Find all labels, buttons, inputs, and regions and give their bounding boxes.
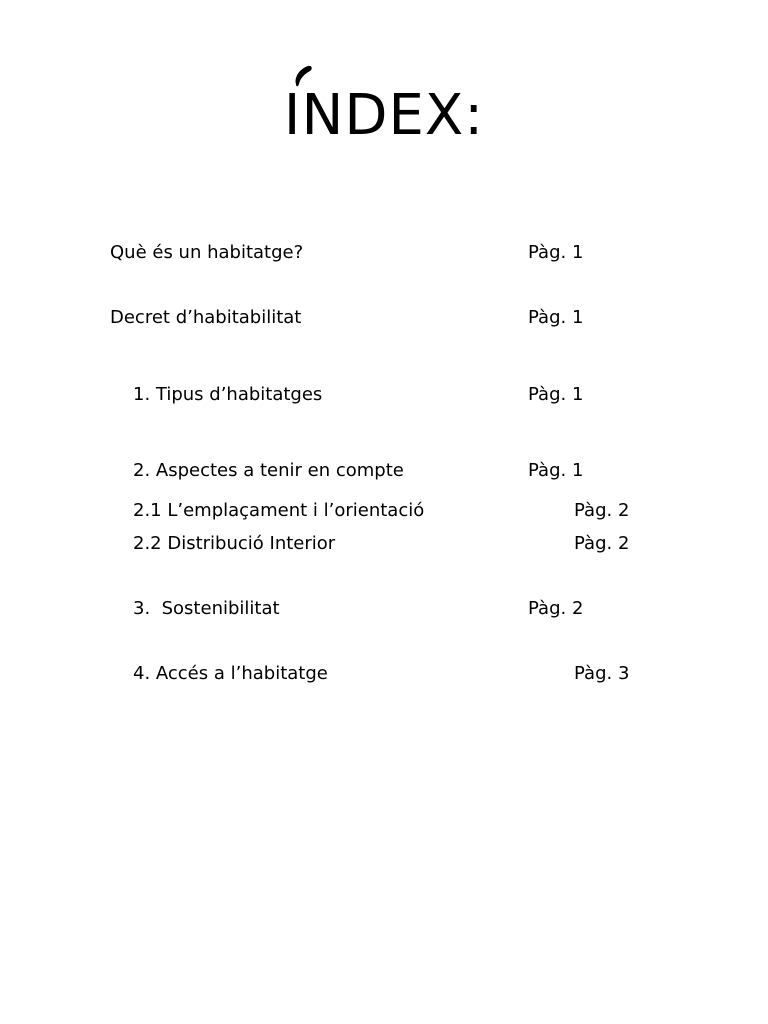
toc-entry-page: Pàg. 3 [574, 663, 630, 684]
toc-entry-page: Pàg. 1 [528, 384, 584, 405]
toc-entry-page: Pàg. 2 [574, 500, 630, 521]
toc-entry-label: 2.1 L’emplaçament i l’orientació [133, 500, 425, 521]
toc-entry-page: Pàg. 2 [528, 598, 584, 619]
toc-entry-label: 3. Sostenibilitat [133, 598, 280, 619]
page-title: INDEX: [283, 83, 485, 148]
toc-entry-page: Pàg. 1 [528, 307, 584, 328]
toc-entry-page: Pàg. 1 [528, 242, 584, 263]
toc-entry-label: 4. Accés a l’habitatge [133, 663, 328, 684]
toc-entry-label: Decret d’habitabilitat [110, 307, 302, 328]
toc-entry-label: 1. Tipus d’habitatges [133, 384, 323, 405]
toc-entry-page: Pàg. 2 [574, 533, 630, 554]
toc-entry-page: Pàg. 1 [528, 460, 584, 481]
title-block [0, 60, 768, 160]
toc-entry-label: 2.2 Distribució Interior [133, 533, 336, 554]
toc-entry-label: 2. Aspectes a tenir en compte [133, 460, 404, 481]
toc-entry-label: Què és un habitatge? [110, 242, 304, 263]
